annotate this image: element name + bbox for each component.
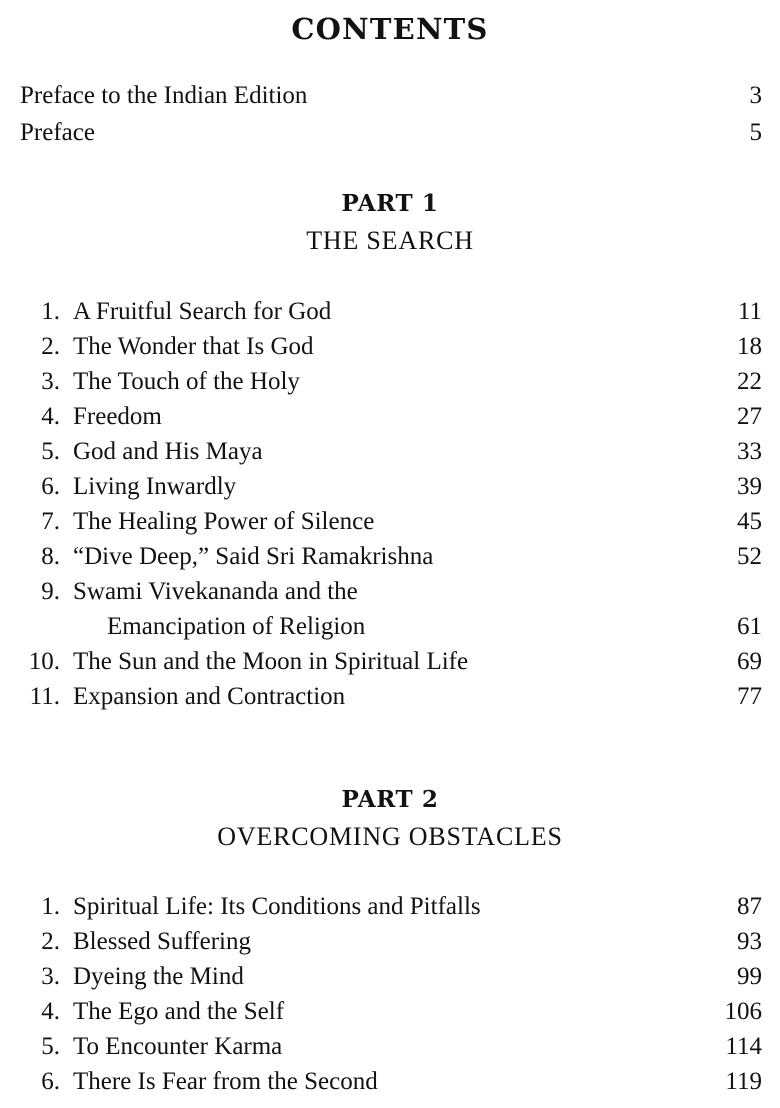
toc-row (0, 998, 780, 1033)
toc-entry-title: The Sun and the Moon in Spiritual Life (73, 648, 469, 675)
toc-row (0, 508, 780, 543)
toc-row (0, 333, 780, 368)
toc-entry-number: 6. (41, 1068, 60, 1095)
toc-entry-number: 6. (41, 473, 60, 500)
toc-entry-number: 1. (41, 298, 60, 325)
toc-row (0, 368, 780, 403)
toc-entry-number: 10. (28, 648, 60, 675)
toc-entry-number: 11. (29, 683, 60, 710)
toc-entry-title: There Is Fear from the Second (73, 1068, 378, 1095)
toc-entry-title: Spiritual Life: Its Conditions and Pitfalls (73, 893, 481, 920)
toc-entry-page-number: 22 (737, 368, 762, 395)
toc-entry-page-number: 77 (737, 683, 762, 710)
toc-entry-number: 3. (41, 368, 60, 395)
toc-entry-page-number: 52 (737, 543, 762, 570)
toc-entry-title: The Healing Power of Silence (73, 508, 375, 535)
toc-entry-page-number: 18 (737, 333, 762, 360)
toc-entry-page-number: 119 (725, 1068, 762, 1095)
toc-row (0, 1033, 780, 1068)
toc-row (0, 403, 780, 438)
toc-entry-title: God and His Maya (73, 438, 263, 465)
toc-row (0, 963, 780, 998)
toc-entry-number: 1. (41, 893, 60, 920)
toc-entry-number: 3. (41, 963, 60, 990)
toc-entry-title: To Encounter Karma (73, 1033, 283, 1060)
toc-entry-title: Blessed Suffering (73, 928, 251, 955)
toc-entry-title: Freedom (73, 403, 162, 430)
toc-entry-page-number: 69 (737, 648, 762, 675)
part-label: PART 1 (341, 190, 439, 217)
toc-entry-page-number: 106 (724, 998, 762, 1025)
toc-entry-title: The Wonder that Is God (73, 333, 314, 360)
toc-entry-title: Dyeing the Mind (73, 963, 244, 990)
toc-entry-page-number: 33 (737, 438, 762, 465)
toc-row (0, 648, 780, 683)
part-heading-2 (0, 788, 780, 850)
toc-entry-title: The Touch of the Holy (73, 368, 300, 395)
toc-list-part-2 (0, 893, 780, 1103)
toc-entry-page-number: 99 (737, 963, 762, 990)
toc-entry-title-continued: Emancipation of Religion (107, 613, 366, 640)
toc-entry-title: The Ego and the Self (73, 998, 285, 1025)
toc-entry-title: Expansion and Contraction (73, 683, 346, 710)
toc-entry-number: 5. (41, 1033, 60, 1060)
toc-row (0, 298, 780, 333)
part-label: PART 2 (341, 786, 439, 813)
toc-row (0, 438, 780, 473)
toc-row-continuation (0, 613, 780, 648)
toc-row (0, 473, 780, 508)
toc-entry-number: 4. (41, 403, 60, 430)
toc-entry-number: 8. (41, 543, 60, 570)
toc-list-part-1 (0, 298, 780, 718)
front-matter-page-number: 3 (749, 82, 762, 109)
toc-entry-title: A Fruitful Search for God (73, 298, 332, 325)
page-title: CONTENTS (291, 12, 489, 46)
front-matter-list (20, 82, 762, 156)
part-subtitle: OVERCOMING OBSTACLES (217, 822, 563, 851)
part-heading-1 (0, 192, 780, 254)
toc-entry-page-number: 27 (737, 403, 762, 430)
toc-entry-number: 9. (41, 578, 60, 605)
front-matter-page-number: 5 (749, 119, 762, 146)
front-matter-row (20, 82, 762, 119)
toc-entry-page-number: 45 (737, 508, 762, 535)
toc-entry-number: 5. (41, 438, 60, 465)
toc-row (0, 543, 780, 578)
toc-entry-number: 4. (41, 998, 60, 1025)
toc-entry-number: 2. (41, 333, 60, 360)
toc-row (0, 1068, 780, 1103)
toc-entry-page-number: 93 (737, 928, 762, 955)
front-matter-label: Preface (20, 119, 95, 146)
front-matter-row (20, 119, 762, 156)
toc-entry-number: 7. (41, 508, 60, 535)
part-subtitle: THE SEARCH (306, 226, 474, 255)
toc-row (0, 683, 780, 718)
toc-row (0, 578, 780, 613)
toc-entry-page-number: 61 (737, 613, 762, 640)
toc-entry-page-number: 87 (737, 893, 762, 920)
toc-entry-page-number: 11 (737, 298, 762, 325)
toc-entry-page-number: 39 (737, 473, 762, 500)
toc-entry-title: Swami Vivekananda and the (73, 578, 358, 605)
front-matter-label: Preface to the Indian Edition (20, 82, 308, 109)
toc-row (0, 928, 780, 963)
toc-entry-title: “Dive Deep,” Said Sri Ramakrishna (73, 543, 434, 570)
toc-row (0, 893, 780, 928)
toc-entry-title: Living Inwardly (73, 473, 237, 500)
toc-entry-number: 2. (41, 928, 60, 955)
toc-entry-page-number: 114 (725, 1033, 762, 1060)
